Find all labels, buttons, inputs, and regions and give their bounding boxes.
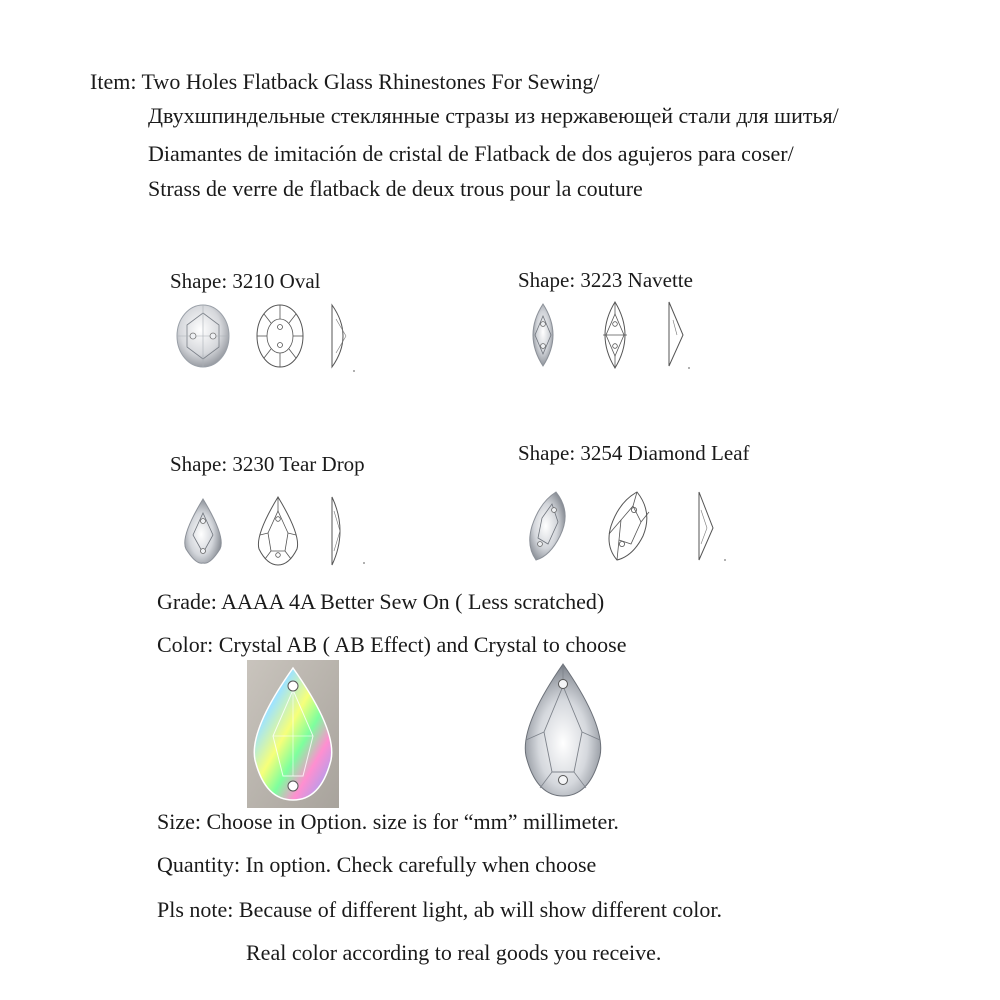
oval-diagram bbox=[255, 303, 305, 369]
diamond-leaf-side-profile bbox=[693, 490, 733, 566]
navette-rhinestone-icon bbox=[525, 302, 561, 368]
teardrop-rhinestone-icon bbox=[328, 495, 368, 569]
item-title-spanish: Diamantes de imitación de cristal de Flatback de dos agujeros para coser/ bbox=[148, 141, 794, 166]
quantity-text: Quantity: In option. Check carefully when choose bbox=[157, 852, 597, 877]
note-text: Pls note: Because of different light, ab will show different color. bbox=[157, 897, 722, 922]
color-text: Color: Crystal AB ( AB Effect) and Crystal to choose bbox=[157, 632, 627, 657]
teardrop-rhinestone-icon bbox=[180, 497, 226, 565]
diamond-leaf-rhinestone-icon bbox=[603, 490, 653, 562]
diamond-leaf-rhinestone-icon bbox=[693, 490, 733, 566]
diamond-leaf-rhinestone-icon bbox=[522, 490, 572, 562]
item-title-french: Strass de verre de flatback de deux trous pour la couture bbox=[148, 176, 643, 201]
teardrop-rhinestone-icon bbox=[247, 660, 339, 808]
crystal-ab-teardrop-photo bbox=[247, 660, 339, 808]
shape-label-navette: Shape: 3223 Navette bbox=[518, 268, 693, 292]
shape-label-diamond-leaf: Shape: 3254 Diamond Leaf bbox=[518, 441, 750, 465]
grade-text: Grade: AAAA 4A Better Sew On ( Less scratched) bbox=[157, 589, 605, 614]
oval-rhinestone-icon bbox=[255, 303, 305, 369]
teardrop-diagram bbox=[255, 495, 301, 567]
navette-photo bbox=[525, 302, 561, 368]
navette-rhinestone-icon bbox=[665, 300, 695, 370]
shape-label-oval: Shape: 3210 Oval bbox=[170, 269, 321, 293]
teardrop-photo bbox=[180, 497, 226, 565]
diamond-leaf-diagram bbox=[603, 490, 653, 562]
navette-rhinestone-icon bbox=[597, 300, 633, 370]
oval-side-profile bbox=[328, 303, 358, 373]
teardrop-rhinestone-icon bbox=[255, 495, 301, 567]
navette-diagram bbox=[597, 300, 633, 370]
teardrop-side-profile bbox=[328, 495, 368, 569]
diamond-leaf-photo bbox=[522, 490, 572, 562]
oval-rhinestone-icon bbox=[328, 303, 358, 373]
teardrop-rhinestone-icon bbox=[520, 660, 606, 800]
oval-rhinestone-icon bbox=[175, 303, 231, 369]
oval-photo bbox=[175, 303, 231, 369]
note-text-continued: Real color according to real goods you receive. bbox=[246, 940, 662, 965]
item-title-english: Item: Two Holes Flatback Glass Rhinestones For Sewing/ bbox=[90, 69, 600, 94]
shape-label-teardrop: Shape: 3230 Tear Drop bbox=[170, 452, 365, 476]
crystal-clear-teardrop-photo bbox=[520, 660, 606, 800]
item-title-russian: Двухшпиндельные стеклянные стразы из нержавеющей стали для шитья/ bbox=[148, 103, 839, 128]
size-text: Size: Choose in Option. size is for “mm” millimeter. bbox=[157, 809, 619, 834]
navette-side-profile bbox=[665, 300, 695, 370]
